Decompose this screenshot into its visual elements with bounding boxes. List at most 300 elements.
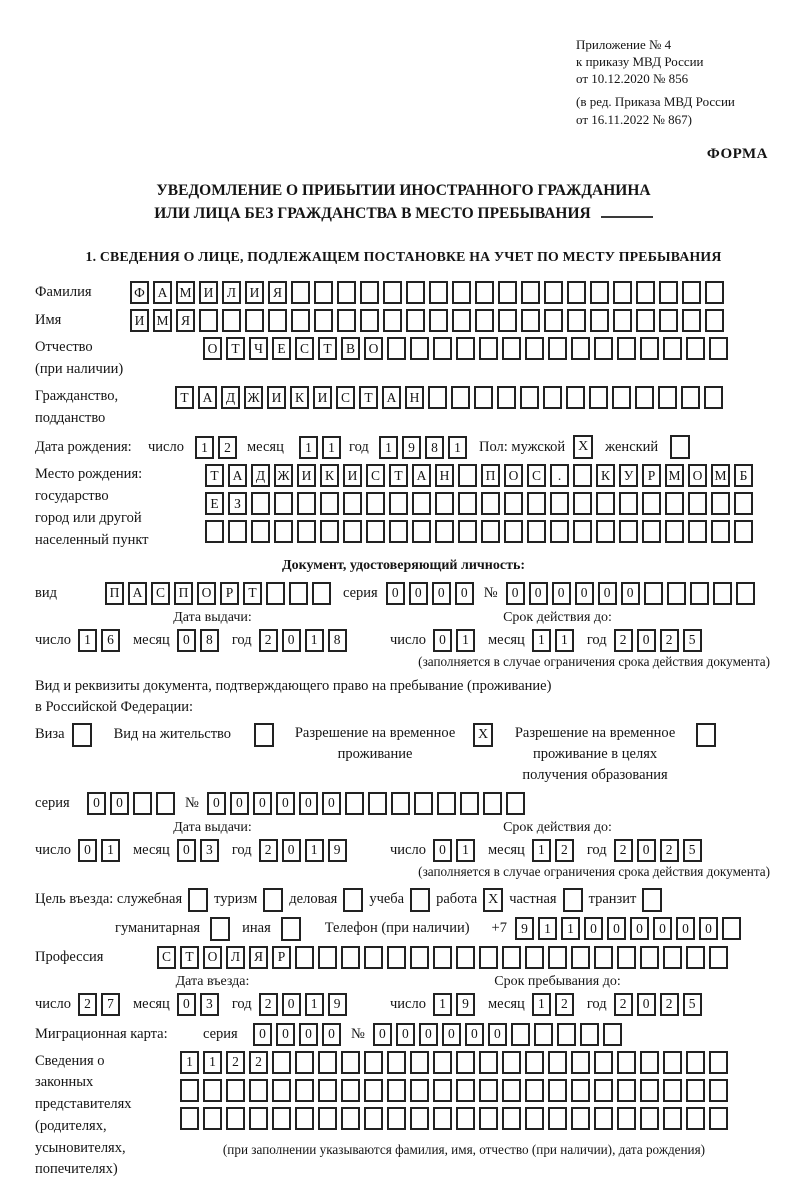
char-cell[interactable]: 0 (630, 917, 649, 940)
male-checkbox[interactable]: X (573, 435, 593, 459)
char-cell[interactable] (686, 1079, 705, 1102)
char-cell[interactable] (617, 1107, 636, 1130)
char-cell[interactable] (314, 309, 333, 332)
char-cell[interactable]: И (130, 309, 149, 332)
char-cell[interactable] (548, 337, 567, 360)
char-cell[interactable]: 5 (683, 629, 702, 652)
char-cell[interactable]: 0 (442, 1023, 461, 1046)
char-cell[interactable]: 0 (282, 629, 301, 652)
char-cell[interactable] (222, 309, 241, 332)
char-cell[interactable] (364, 946, 383, 969)
char-cell[interactable] (594, 1051, 613, 1074)
char-cell[interactable] (688, 492, 707, 515)
char-cell[interactable] (343, 520, 362, 543)
char-cell[interactable] (251, 492, 270, 515)
char-cell[interactable] (665, 520, 684, 543)
char-cell[interactable]: 0 (621, 582, 640, 605)
char-cell[interactable] (665, 492, 684, 515)
char-cell[interactable] (520, 386, 539, 409)
char-cell[interactable] (180, 1107, 199, 1130)
char-cell[interactable] (686, 946, 705, 969)
char-cell[interactable] (642, 492, 661, 515)
char-cell[interactable] (571, 1107, 590, 1130)
char-cell[interactable]: 3 (200, 839, 219, 862)
female-checkbox[interactable] (670, 435, 690, 459)
other-checkbox[interactable] (281, 917, 301, 941)
char-cell[interactable]: О (688, 464, 707, 487)
char-cell[interactable] (594, 1079, 613, 1102)
char-cell[interactable] (387, 1079, 406, 1102)
char-cell[interactable] (617, 1079, 636, 1102)
private-checkbox[interactable] (563, 888, 583, 912)
char-cell[interactable]: 0 (598, 582, 617, 605)
char-cell[interactable]: А (198, 386, 217, 409)
char-cell[interactable] (199, 309, 218, 332)
char-cell[interactable] (567, 309, 586, 332)
char-cell[interactable]: О (203, 946, 222, 969)
char-cell[interactable] (435, 492, 454, 515)
char-cell[interactable] (548, 1107, 567, 1130)
char-cell[interactable]: 0 (386, 582, 405, 605)
char-cell[interactable] (534, 1023, 553, 1046)
char-cell[interactable] (295, 1051, 314, 1074)
char-cell[interactable]: Т (180, 946, 199, 969)
char-cell[interactable] (387, 946, 406, 969)
char-cell[interactable]: И (245, 281, 264, 304)
char-cell[interactable] (502, 1079, 521, 1102)
char-cell[interactable]: Т (389, 464, 408, 487)
char-cell[interactable] (506, 792, 525, 815)
char-cell[interactable] (156, 792, 175, 815)
char-cell[interactable]: И (343, 464, 362, 487)
char-cell[interactable] (590, 309, 609, 332)
char-cell[interactable] (571, 1051, 590, 1074)
char-cell[interactable] (644, 582, 663, 605)
char-cell[interactable]: 0 (584, 917, 603, 940)
char-cell[interactable] (228, 520, 247, 543)
char-cell[interactable] (429, 309, 448, 332)
char-cell[interactable] (368, 792, 387, 815)
char-cell[interactable]: 1 (78, 629, 97, 652)
char-cell[interactable] (596, 492, 615, 515)
char-cell[interactable]: 1 (203, 1051, 222, 1074)
char-cell[interactable] (682, 309, 701, 332)
char-cell[interactable] (613, 281, 632, 304)
char-cell[interactable]: 0 (177, 839, 196, 862)
char-cell[interactable] (502, 337, 521, 360)
char-cell[interactable]: С (527, 464, 546, 487)
char-cell[interactable]: 0 (276, 1023, 295, 1046)
char-cell[interactable] (709, 1079, 728, 1102)
char-cell[interactable] (734, 492, 753, 515)
char-cell[interactable]: Ф (130, 281, 149, 304)
char-cell[interactable] (640, 337, 659, 360)
char-cell[interactable] (511, 1023, 530, 1046)
char-cell[interactable] (498, 309, 517, 332)
char-cell[interactable] (590, 281, 609, 304)
char-cell[interactable]: 0 (552, 582, 571, 605)
char-cell[interactable] (456, 946, 475, 969)
char-cell[interactable] (688, 520, 707, 543)
char-cell[interactable]: 9 (515, 917, 534, 940)
char-cell[interactable] (690, 582, 709, 605)
char-cell[interactable] (226, 1107, 245, 1130)
char-cell[interactable] (705, 281, 724, 304)
char-cell[interactable] (433, 1051, 452, 1074)
char-cell[interactable] (387, 1051, 406, 1074)
char-cell[interactable]: М (176, 281, 195, 304)
char-cell[interactable]: 0 (409, 582, 428, 605)
char-cell[interactable]: 1 (305, 839, 324, 862)
char-cell[interactable] (619, 492, 638, 515)
char-cell[interactable] (548, 946, 567, 969)
char-cell[interactable] (663, 946, 682, 969)
char-cell[interactable] (573, 492, 592, 515)
char-cell[interactable] (550, 520, 569, 543)
char-cell[interactable]: 2 (78, 993, 97, 1016)
char-cell[interactable] (636, 281, 655, 304)
char-cell[interactable] (452, 309, 471, 332)
char-cell[interactable] (274, 520, 293, 543)
char-cell[interactable] (249, 1079, 268, 1102)
char-cell[interactable]: Я (176, 309, 195, 332)
char-cell[interactable]: 0 (433, 839, 452, 862)
char-cell[interactable]: П (481, 464, 500, 487)
char-cell[interactable] (205, 520, 224, 543)
char-cell[interactable]: 0 (529, 582, 548, 605)
char-cell[interactable] (686, 1107, 705, 1130)
char-cell[interactable] (527, 492, 546, 515)
char-cell[interactable] (543, 386, 562, 409)
char-cell[interactable] (389, 520, 408, 543)
char-cell[interactable] (245, 309, 264, 332)
char-cell[interactable] (612, 386, 631, 409)
char-cell[interactable]: Т (359, 386, 378, 409)
char-cell[interactable] (681, 386, 700, 409)
char-cell[interactable]: 1 (195, 436, 214, 459)
char-cell[interactable]: 9 (456, 993, 475, 1016)
char-cell[interactable] (525, 946, 544, 969)
char-cell[interactable]: 0 (637, 629, 656, 652)
char-cell[interactable]: И (297, 464, 316, 487)
char-cell[interactable] (410, 1079, 429, 1102)
char-cell[interactable] (295, 946, 314, 969)
char-cell[interactable]: 1 (101, 839, 120, 862)
char-cell[interactable] (636, 309, 655, 332)
char-cell[interactable] (180, 1079, 199, 1102)
char-cell[interactable] (433, 946, 452, 969)
char-cell[interactable]: 5 (683, 993, 702, 1016)
char-cell[interactable]: 1 (305, 993, 324, 1016)
char-cell[interactable] (451, 386, 470, 409)
char-cell[interactable]: У (619, 464, 638, 487)
char-cell[interactable]: П (105, 582, 124, 605)
char-cell[interactable] (133, 792, 152, 815)
char-cell[interactable] (345, 792, 364, 815)
char-cell[interactable] (295, 1107, 314, 1130)
temp-permit-edu-checkbox[interactable] (696, 723, 716, 747)
char-cell[interactable]: 1 (180, 1051, 199, 1074)
char-cell[interactable]: 1 (433, 993, 452, 1016)
char-cell[interactable] (412, 492, 431, 515)
char-cell[interactable]: 1 (456, 839, 475, 862)
char-cell[interactable]: 0 (177, 629, 196, 652)
char-cell[interactable] (337, 281, 356, 304)
char-cell[interactable] (203, 1107, 222, 1130)
char-cell[interactable] (314, 281, 333, 304)
char-cell[interactable] (567, 281, 586, 304)
char-cell[interactable] (525, 1079, 544, 1102)
char-cell[interactable]: 3 (200, 993, 219, 1016)
char-cell[interactable]: 8 (200, 629, 219, 652)
char-cell[interactable]: 9 (328, 993, 347, 1016)
char-cell[interactable]: 2 (660, 993, 679, 1016)
char-cell[interactable] (360, 309, 379, 332)
char-cell[interactable]: 2 (218, 436, 237, 459)
char-cell[interactable] (456, 1107, 475, 1130)
char-cell[interactable] (502, 946, 521, 969)
char-cell[interactable]: 8 (425, 436, 444, 459)
char-cell[interactable] (360, 281, 379, 304)
char-cell[interactable] (479, 1051, 498, 1074)
char-cell[interactable] (406, 309, 425, 332)
char-cell[interactable] (320, 520, 339, 543)
char-cell[interactable]: 2 (555, 993, 574, 1016)
char-cell[interactable] (456, 1079, 475, 1102)
char-cell[interactable] (437, 792, 456, 815)
char-cell[interactable] (479, 946, 498, 969)
char-cell[interactable]: 0 (322, 1023, 341, 1046)
char-cell[interactable] (318, 946, 337, 969)
char-cell[interactable]: С (336, 386, 355, 409)
char-cell[interactable]: 1 (299, 436, 318, 459)
char-cell[interactable] (640, 1107, 659, 1130)
char-cell[interactable]: 1 (538, 917, 557, 940)
char-cell[interactable] (406, 281, 425, 304)
char-cell[interactable] (412, 520, 431, 543)
char-cell[interactable]: 2 (660, 629, 679, 652)
char-cell[interactable]: 1 (555, 629, 574, 652)
char-cell[interactable] (435, 520, 454, 543)
char-cell[interactable] (709, 1107, 728, 1130)
char-cell[interactable] (479, 1079, 498, 1102)
char-cell[interactable] (642, 520, 661, 543)
char-cell[interactable]: 0 (465, 1023, 484, 1046)
char-cell[interactable] (387, 337, 406, 360)
char-cell[interactable] (544, 309, 563, 332)
char-cell[interactable]: 2 (226, 1051, 245, 1074)
char-cell[interactable] (481, 520, 500, 543)
char-cell[interactable] (635, 386, 654, 409)
char-cell[interactable] (502, 1107, 521, 1130)
char-cell[interactable] (341, 1107, 360, 1130)
char-cell[interactable]: Л (222, 281, 241, 304)
char-cell[interactable]: 5 (683, 839, 702, 862)
char-cell[interactable] (295, 1079, 314, 1102)
char-cell[interactable] (291, 309, 310, 332)
char-cell[interactable] (682, 281, 701, 304)
char-cell[interactable]: 0 (276, 792, 295, 815)
char-cell[interactable] (502, 1051, 521, 1074)
char-cell[interactable] (734, 520, 753, 543)
char-cell[interactable] (297, 520, 316, 543)
char-cell[interactable] (617, 946, 636, 969)
char-cell[interactable] (320, 492, 339, 515)
char-cell[interactable] (603, 1023, 622, 1046)
char-cell[interactable]: Т (175, 386, 194, 409)
char-cell[interactable] (474, 386, 493, 409)
char-cell[interactable] (573, 464, 592, 487)
char-cell[interactable]: 0 (432, 582, 451, 605)
char-cell[interactable]: 7 (101, 993, 120, 1016)
char-cell[interactable] (663, 337, 682, 360)
char-cell[interactable] (709, 337, 728, 360)
char-cell[interactable]: Е (272, 337, 291, 360)
char-cell[interactable]: Р (642, 464, 661, 487)
char-cell[interactable] (571, 1079, 590, 1102)
char-cell[interactable] (722, 917, 741, 940)
char-cell[interactable]: 2 (614, 839, 633, 862)
char-cell[interactable]: Т (226, 337, 245, 360)
char-cell[interactable] (318, 1079, 337, 1102)
char-cell[interactable] (364, 1051, 383, 1074)
char-cell[interactable] (548, 1051, 567, 1074)
char-cell[interactable] (272, 1107, 291, 1130)
char-cell[interactable] (521, 281, 540, 304)
char-cell[interactable] (613, 309, 632, 332)
char-cell[interactable] (337, 309, 356, 332)
char-cell[interactable] (433, 337, 452, 360)
char-cell[interactable]: Ж (244, 386, 263, 409)
char-cell[interactable] (249, 1107, 268, 1130)
char-cell[interactable] (667, 582, 686, 605)
char-cell[interactable]: К (290, 386, 309, 409)
char-cell[interactable]: З (228, 492, 247, 515)
char-cell[interactable]: М (153, 309, 172, 332)
char-cell[interactable]: К (596, 464, 615, 487)
char-cell[interactable]: О (197, 582, 216, 605)
char-cell[interactable]: Т (318, 337, 337, 360)
char-cell[interactable]: С (295, 337, 314, 360)
char-cell[interactable]: 2 (614, 993, 633, 1016)
char-cell[interactable]: 1 (532, 993, 551, 1016)
char-cell[interactable] (475, 281, 494, 304)
char-cell[interactable] (460, 792, 479, 815)
char-cell[interactable]: Р (220, 582, 239, 605)
char-cell[interactable] (548, 1079, 567, 1102)
char-cell[interactable] (596, 520, 615, 543)
humanitarian-checkbox[interactable] (210, 917, 230, 941)
char-cell[interactable] (341, 1051, 360, 1074)
char-cell[interactable] (433, 1107, 452, 1130)
char-cell[interactable]: 8 (328, 629, 347, 652)
char-cell[interactable] (458, 520, 477, 543)
char-cell[interactable]: 0 (230, 792, 249, 815)
char-cell[interactable]: О (504, 464, 523, 487)
char-cell[interactable]: С (151, 582, 170, 605)
char-cell[interactable]: Т (243, 582, 262, 605)
char-cell[interactable] (312, 582, 331, 605)
char-cell[interactable]: 2 (259, 629, 278, 652)
char-cell[interactable]: 0 (575, 582, 594, 605)
char-cell[interactable]: 0 (488, 1023, 507, 1046)
char-cell[interactable]: И (267, 386, 286, 409)
char-cell[interactable]: 2 (614, 629, 633, 652)
tourism-checkbox[interactable] (263, 888, 283, 912)
char-cell[interactable]: И (313, 386, 332, 409)
char-cell[interactable] (272, 1051, 291, 1074)
char-cell[interactable] (479, 337, 498, 360)
char-cell[interactable] (713, 582, 732, 605)
char-cell[interactable] (504, 492, 523, 515)
char-cell[interactable] (343, 492, 362, 515)
char-cell[interactable] (366, 520, 385, 543)
char-cell[interactable] (251, 520, 270, 543)
char-cell[interactable] (711, 492, 730, 515)
char-cell[interactable] (663, 1051, 682, 1074)
char-cell[interactable]: Д (221, 386, 240, 409)
char-cell[interactable]: 0 (253, 792, 272, 815)
char-cell[interactable] (274, 492, 293, 515)
char-cell[interactable]: 0 (207, 792, 226, 815)
char-cell[interactable] (525, 337, 544, 360)
char-cell[interactable] (711, 520, 730, 543)
char-cell[interactable]: 0 (78, 839, 97, 862)
char-cell[interactable]: 0 (282, 839, 301, 862)
residence-permit-checkbox[interactable] (254, 723, 274, 747)
char-cell[interactable]: 2 (660, 839, 679, 862)
char-cell[interactable] (387, 1107, 406, 1130)
char-cell[interactable] (571, 946, 590, 969)
char-cell[interactable] (663, 1107, 682, 1130)
char-cell[interactable]: А (228, 464, 247, 487)
char-cell[interactable]: . (550, 464, 569, 487)
char-cell[interactable]: А (412, 464, 431, 487)
char-cell[interactable]: Б (734, 464, 753, 487)
char-cell[interactable] (640, 946, 659, 969)
char-cell[interactable] (428, 386, 447, 409)
char-cell[interactable]: Ж (274, 464, 293, 487)
char-cell[interactable] (414, 792, 433, 815)
char-cell[interactable] (617, 1051, 636, 1074)
char-cell[interactable]: А (153, 281, 172, 304)
char-cell[interactable]: С (157, 946, 176, 969)
char-cell[interactable] (736, 582, 755, 605)
char-cell[interactable]: 0 (637, 839, 656, 862)
char-cell[interactable]: 9 (328, 839, 347, 862)
char-cell[interactable] (479, 1107, 498, 1130)
char-cell[interactable] (297, 492, 316, 515)
char-cell[interactable] (366, 492, 385, 515)
char-cell[interactable] (389, 492, 408, 515)
char-cell[interactable]: 0 (253, 1023, 272, 1046)
visa-checkbox[interactable] (72, 723, 92, 747)
char-cell[interactable]: 0 (653, 917, 672, 940)
char-cell[interactable] (226, 1079, 245, 1102)
char-cell[interactable]: Н (435, 464, 454, 487)
char-cell[interactable]: 0 (455, 582, 474, 605)
char-cell[interactable] (527, 520, 546, 543)
char-cell[interactable]: 0 (299, 792, 318, 815)
char-cell[interactable]: К (320, 464, 339, 487)
char-cell[interactable]: 1 (561, 917, 580, 940)
char-cell[interactable] (594, 337, 613, 360)
char-cell[interactable]: 0 (419, 1023, 438, 1046)
char-cell[interactable] (410, 1107, 429, 1130)
char-cell[interactable] (525, 1051, 544, 1074)
char-cell[interactable] (594, 1107, 613, 1130)
char-cell[interactable] (266, 582, 285, 605)
